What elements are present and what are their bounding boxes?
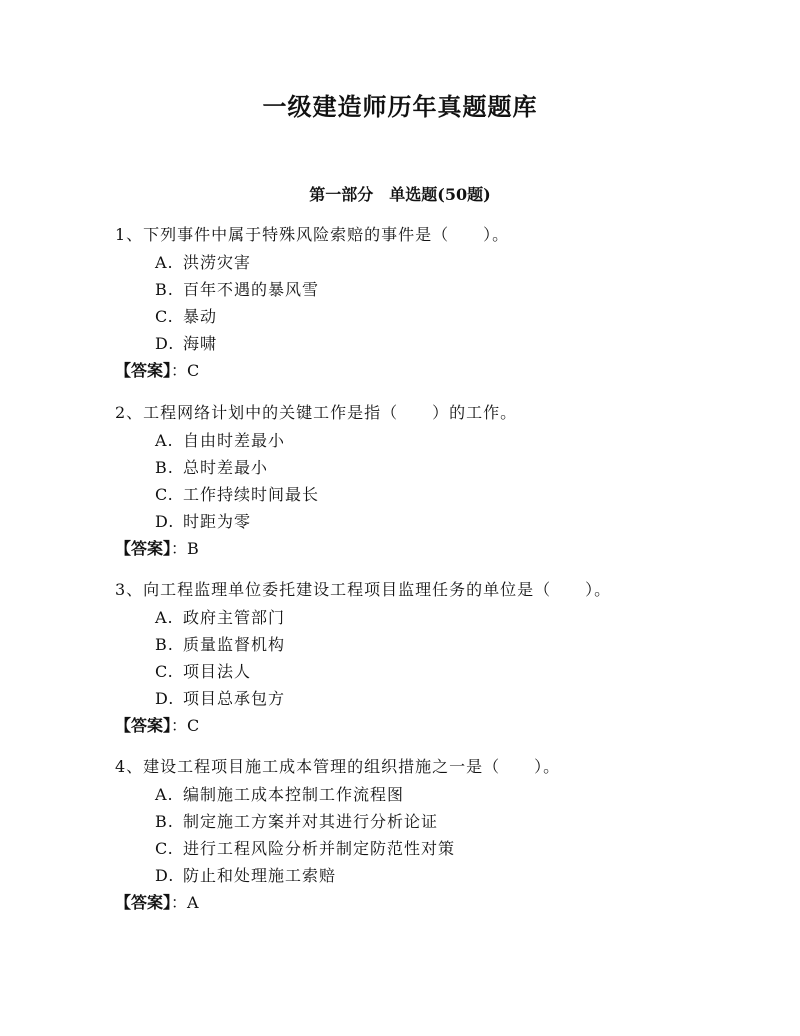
option-text: 时距为零	[183, 512, 252, 531]
question-1	[115, 222, 715, 386]
answer-line	[115, 358, 715, 386]
option-letter: B.	[155, 812, 174, 831]
option-c	[115, 482, 715, 509]
section-title: 第一部分 单选题(50题)	[309, 185, 491, 204]
question-4	[115, 754, 715, 918]
option-text: 政府主管部门	[183, 608, 286, 627]
option-c	[115, 659, 715, 686]
option-letter: A.	[155, 608, 174, 627]
option-a	[115, 605, 715, 632]
option-text: 海啸	[183, 334, 218, 353]
answer-line	[115, 713, 715, 741]
option-letter: C.	[155, 662, 174, 681]
option-list	[115, 250, 715, 358]
option-list	[115, 605, 715, 713]
option-b	[115, 809, 715, 836]
option-text: 防止和处理施工索赔	[183, 866, 337, 885]
option-letter: D.	[155, 866, 175, 885]
option-letter: B.	[155, 458, 174, 477]
answer-value: ：A	[171, 893, 199, 912]
question-stem: 4、建设工程项目施工成本管理的组织措施之一是（ ）。	[115, 757, 561, 776]
option-b	[115, 632, 715, 659]
option-text: 暴动	[183, 307, 218, 326]
answer-label: 【答案】	[115, 893, 172, 912]
option-b	[115, 277, 715, 304]
document-title: 一级建造师历年真题题库	[262, 92, 538, 121]
question-stem: 1、下列事件中属于特殊风险索赔的事件是（ ）。	[115, 225, 510, 244]
option-text: 洪涝灾害	[183, 253, 252, 272]
question-2	[115, 400, 715, 564]
answer-label: 【答案】	[115, 361, 172, 380]
answer-line	[115, 536, 715, 564]
option-letter: A.	[155, 785, 174, 804]
option-a	[115, 782, 715, 809]
option-list	[115, 428, 715, 536]
question-3	[115, 577, 715, 741]
option-letter: C.	[155, 839, 174, 858]
answer-line	[115, 890, 715, 918]
option-letter: D.	[155, 512, 175, 531]
option-a	[115, 250, 715, 277]
option-text: 制定施工方案并对其进行分析论证	[183, 812, 439, 831]
option-d	[115, 331, 715, 358]
option-letter: A.	[155, 253, 174, 272]
answer-value: ：C	[171, 361, 200, 380]
option-text: 项目总承包方	[183, 689, 286, 708]
option-d	[115, 686, 715, 713]
option-text: 质量监督机构	[183, 635, 286, 654]
option-text: 自由时差最小	[183, 431, 286, 450]
answer-label: 【答案】	[115, 716, 172, 735]
option-letter: C.	[155, 485, 174, 504]
answer-label: 【答案】	[115, 539, 172, 558]
question-stem: 2、工程网络计划中的关键工作是指（ ）的工作。	[115, 403, 518, 422]
answer-value: ：B	[171, 539, 199, 558]
option-letter: B.	[155, 280, 174, 299]
option-d	[115, 509, 715, 536]
question-stem: 3、向工程监理单位委托建设工程项目监理任务的单位是（ ）。	[115, 580, 612, 599]
option-c	[115, 836, 715, 863]
answer-value: ：C	[171, 716, 200, 735]
option-list	[115, 782, 715, 890]
option-b	[115, 455, 715, 482]
option-text: 总时差最小	[183, 458, 269, 477]
option-text: 百年不遇的暴风雪	[183, 280, 320, 299]
option-text: 项目法人	[183, 662, 252, 681]
option-d	[115, 863, 715, 890]
option-c	[115, 304, 715, 331]
option-text: 进行工程风险分析并制定防范性对策	[183, 839, 456, 858]
option-letter: B.	[155, 635, 174, 654]
option-text: 工作持续时间最长	[183, 485, 320, 504]
option-letter: D.	[155, 689, 175, 708]
option-a	[115, 428, 715, 455]
option-letter: D.	[155, 334, 175, 353]
option-letter: C.	[155, 307, 174, 326]
option-text: 编制施工成本控制工作流程图	[183, 785, 405, 804]
option-letter: A.	[155, 431, 174, 450]
